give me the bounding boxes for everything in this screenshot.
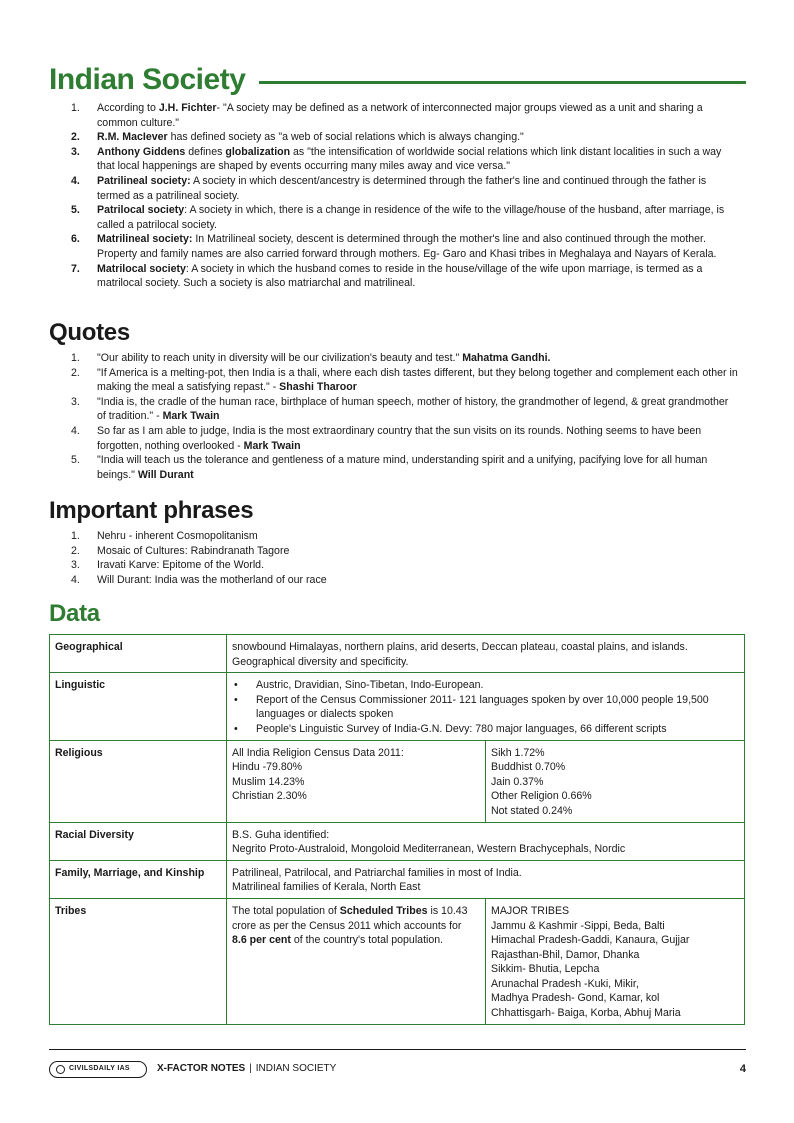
list-item: 5. "India will teach us the tolerance and gentleness of a mature mind, understanding spirit and a unifying, pacifying love for all human beings." Will Durant (71, 454, 708, 481)
row-label: Racial Diversity (50, 822, 227, 860)
definitions-list (49, 101, 739, 291)
brand-logo: CIVILSDAILY IAS (49, 1061, 147, 1078)
list-item: • Austric, Dravidian, Sino-Tibetan, Indo-European. (232, 678, 740, 693)
row-value: Sikh 1.72% Buddhist 0.70% Jain 0.37% Other Religion 0.66% Not stated 0.24% (486, 740, 745, 822)
page-title: Indian Society (49, 63, 246, 96)
row-value: snowbound Himalayas, northern plains, arid deserts, Deccan plateau, coastal plains, and islands. Geographical diversity and specificity. (227, 635, 745, 673)
list-item: 2. "If America is a melting-pot, then India is a thali, where each dish tastes different, but they belong together and complement each other in making the meal a satisfying repast." - Shashi Tharoor (71, 366, 738, 394)
row-label: Religious (50, 740, 227, 822)
page-number: 4 (739, 1062, 746, 1075)
footer-rule (49, 1049, 746, 1050)
list-item: 5. Patrilocal society: A society in which, there is a change in residence of the wife to the village/house of the husband, after marriage, is called a patrilocal society. (71, 204, 725, 231)
table-row (50, 673, 745, 740)
phrases-heading: Important phrases (49, 497, 254, 524)
row-value (227, 673, 745, 740)
table-row (50, 740, 745, 822)
quotes-list (49, 351, 739, 482)
page-title-row (49, 60, 746, 100)
list-item: • Report of the Census Commissioner 2011- 121 languages spoken by over 10,000 people 19,500 languages or dialects spoken (232, 693, 740, 722)
list-item: 3. "India is, the cradle of the human race, birthplace of human speech, mother of history, the grandmother of legend, & great grandmother of tradition." - Mark Twain (71, 395, 729, 423)
list-item: 7. Matrilocal society: A society in which the husband comes to reside in the house/village of the wife upon marriage, is termed as a matrilocal society. Such a society is also matriarchal and matrilineal. (71, 262, 703, 290)
list-item: 2. R.M. MacIever has defined society as "a web of social relations which is always changing." (71, 131, 524, 144)
footer-separator: | (249, 1062, 252, 1074)
list-item: 1. Nehru - inherent Cosmopolitanism (71, 530, 258, 542)
table-row (50, 898, 745, 1024)
table-row (50, 635, 745, 673)
row-value: All India Religion Census Data 2011: Hindu -79.80% Muslim 14.23% Christian 2.30% (227, 740, 486, 822)
list-item: 1. According to J.H. Fichter- "A society may be defined as a network of interconnected major groups viewed as a unit and sharing a common culture." (71, 102, 703, 129)
logo-icon (56, 1065, 65, 1074)
quotes-heading: Quotes (49, 319, 130, 346)
list-item: 6. Matrilineal society: In Matrilineal society, descent is determined through the mother's line and also continued through the mother. Property and family names are also carried forward through mothers. Eg- Garo and Khasi tribes in Meghalaya and Nayars of Kerala. (71, 233, 717, 260)
footer-subject: INDIAN SOCIETY (255, 1062, 337, 1074)
row-value: B.S. Guha identified: Negrito Proto-Australoid, Mongoloid Mediterranean, Western Brachycephals, Nordic (227, 822, 745, 860)
row-value: The total population of Scheduled Tribes is 10.43 crore as per the Census 2011 which accounts for 8.6 per cent of the country's total population. (227, 898, 486, 1024)
list-item: 3. Anthony Giddens defines globalization as "the intensification of worldwide social relations which link distant localities in such a way that local happenings are shaped by events occurring many miles away and vice versa." (71, 145, 722, 173)
row-value: Patrilineal, Patrilocal, and Patriarchal families in most of India. Matrilineal families of Kerala, North East (227, 860, 745, 898)
list-item: 2. Mosaic of Cultures: Rabindranath Tagore (71, 544, 290, 557)
list-item: 3. Iravati Karve: Epitome of the World. (71, 559, 265, 572)
footer (49, 1060, 746, 1078)
list-item: 4. Patrilineal society: A society in which descent/ancestry is determined through the father's line and continued through the father is termed as a patrilineal society. (71, 174, 707, 202)
list-item: 4. Will Durant: India was the motherland of our race (71, 573, 327, 586)
row-label: Tribes (50, 898, 227, 1024)
data-table (49, 634, 745, 1025)
list-item: • People's Linguistic Survey of India-G.N. Devy: 780 major languages, 66 different scripts (232, 722, 740, 737)
phrases-list (49, 529, 739, 587)
list-item: 1. "Our ability to reach unity in diversity will be our civilization's beauty and test." Mahatma Gandhi. (71, 352, 551, 364)
row-label: Geographical (50, 635, 227, 673)
row-value: MAJOR TRIBES Jammu & Kashmir -Sippi, Beda, Balti Himachal Pradesh-Gaddi, Kanaura, Gujjar Rajasthan-Bhil, Damor, Dhanka Sikkim- Bhutia, Lepcha Arunachal Pradesh -Kuki, Mikir, Madhya Pradesh- Gond, Kamar, kol Chhattisgarh- Baiga, Korba, Abhuj Maria (486, 898, 745, 1024)
list-item: 4. So far as I am able to judge, India is the most extraordinary country that the sun visits on its rounds. Nothing seems to have been forgotten, nothing overlooked - Mark Twain (71, 424, 702, 452)
table-row (50, 822, 745, 860)
data-heading: Data (49, 600, 100, 627)
row-label: Linguistic (50, 673, 227, 740)
row-label: Family, Marriage, and Kinship (50, 860, 227, 898)
title-rule (259, 81, 746, 84)
table-row (50, 860, 745, 898)
footer-notes: X-FACTOR NOTES (157, 1062, 246, 1074)
